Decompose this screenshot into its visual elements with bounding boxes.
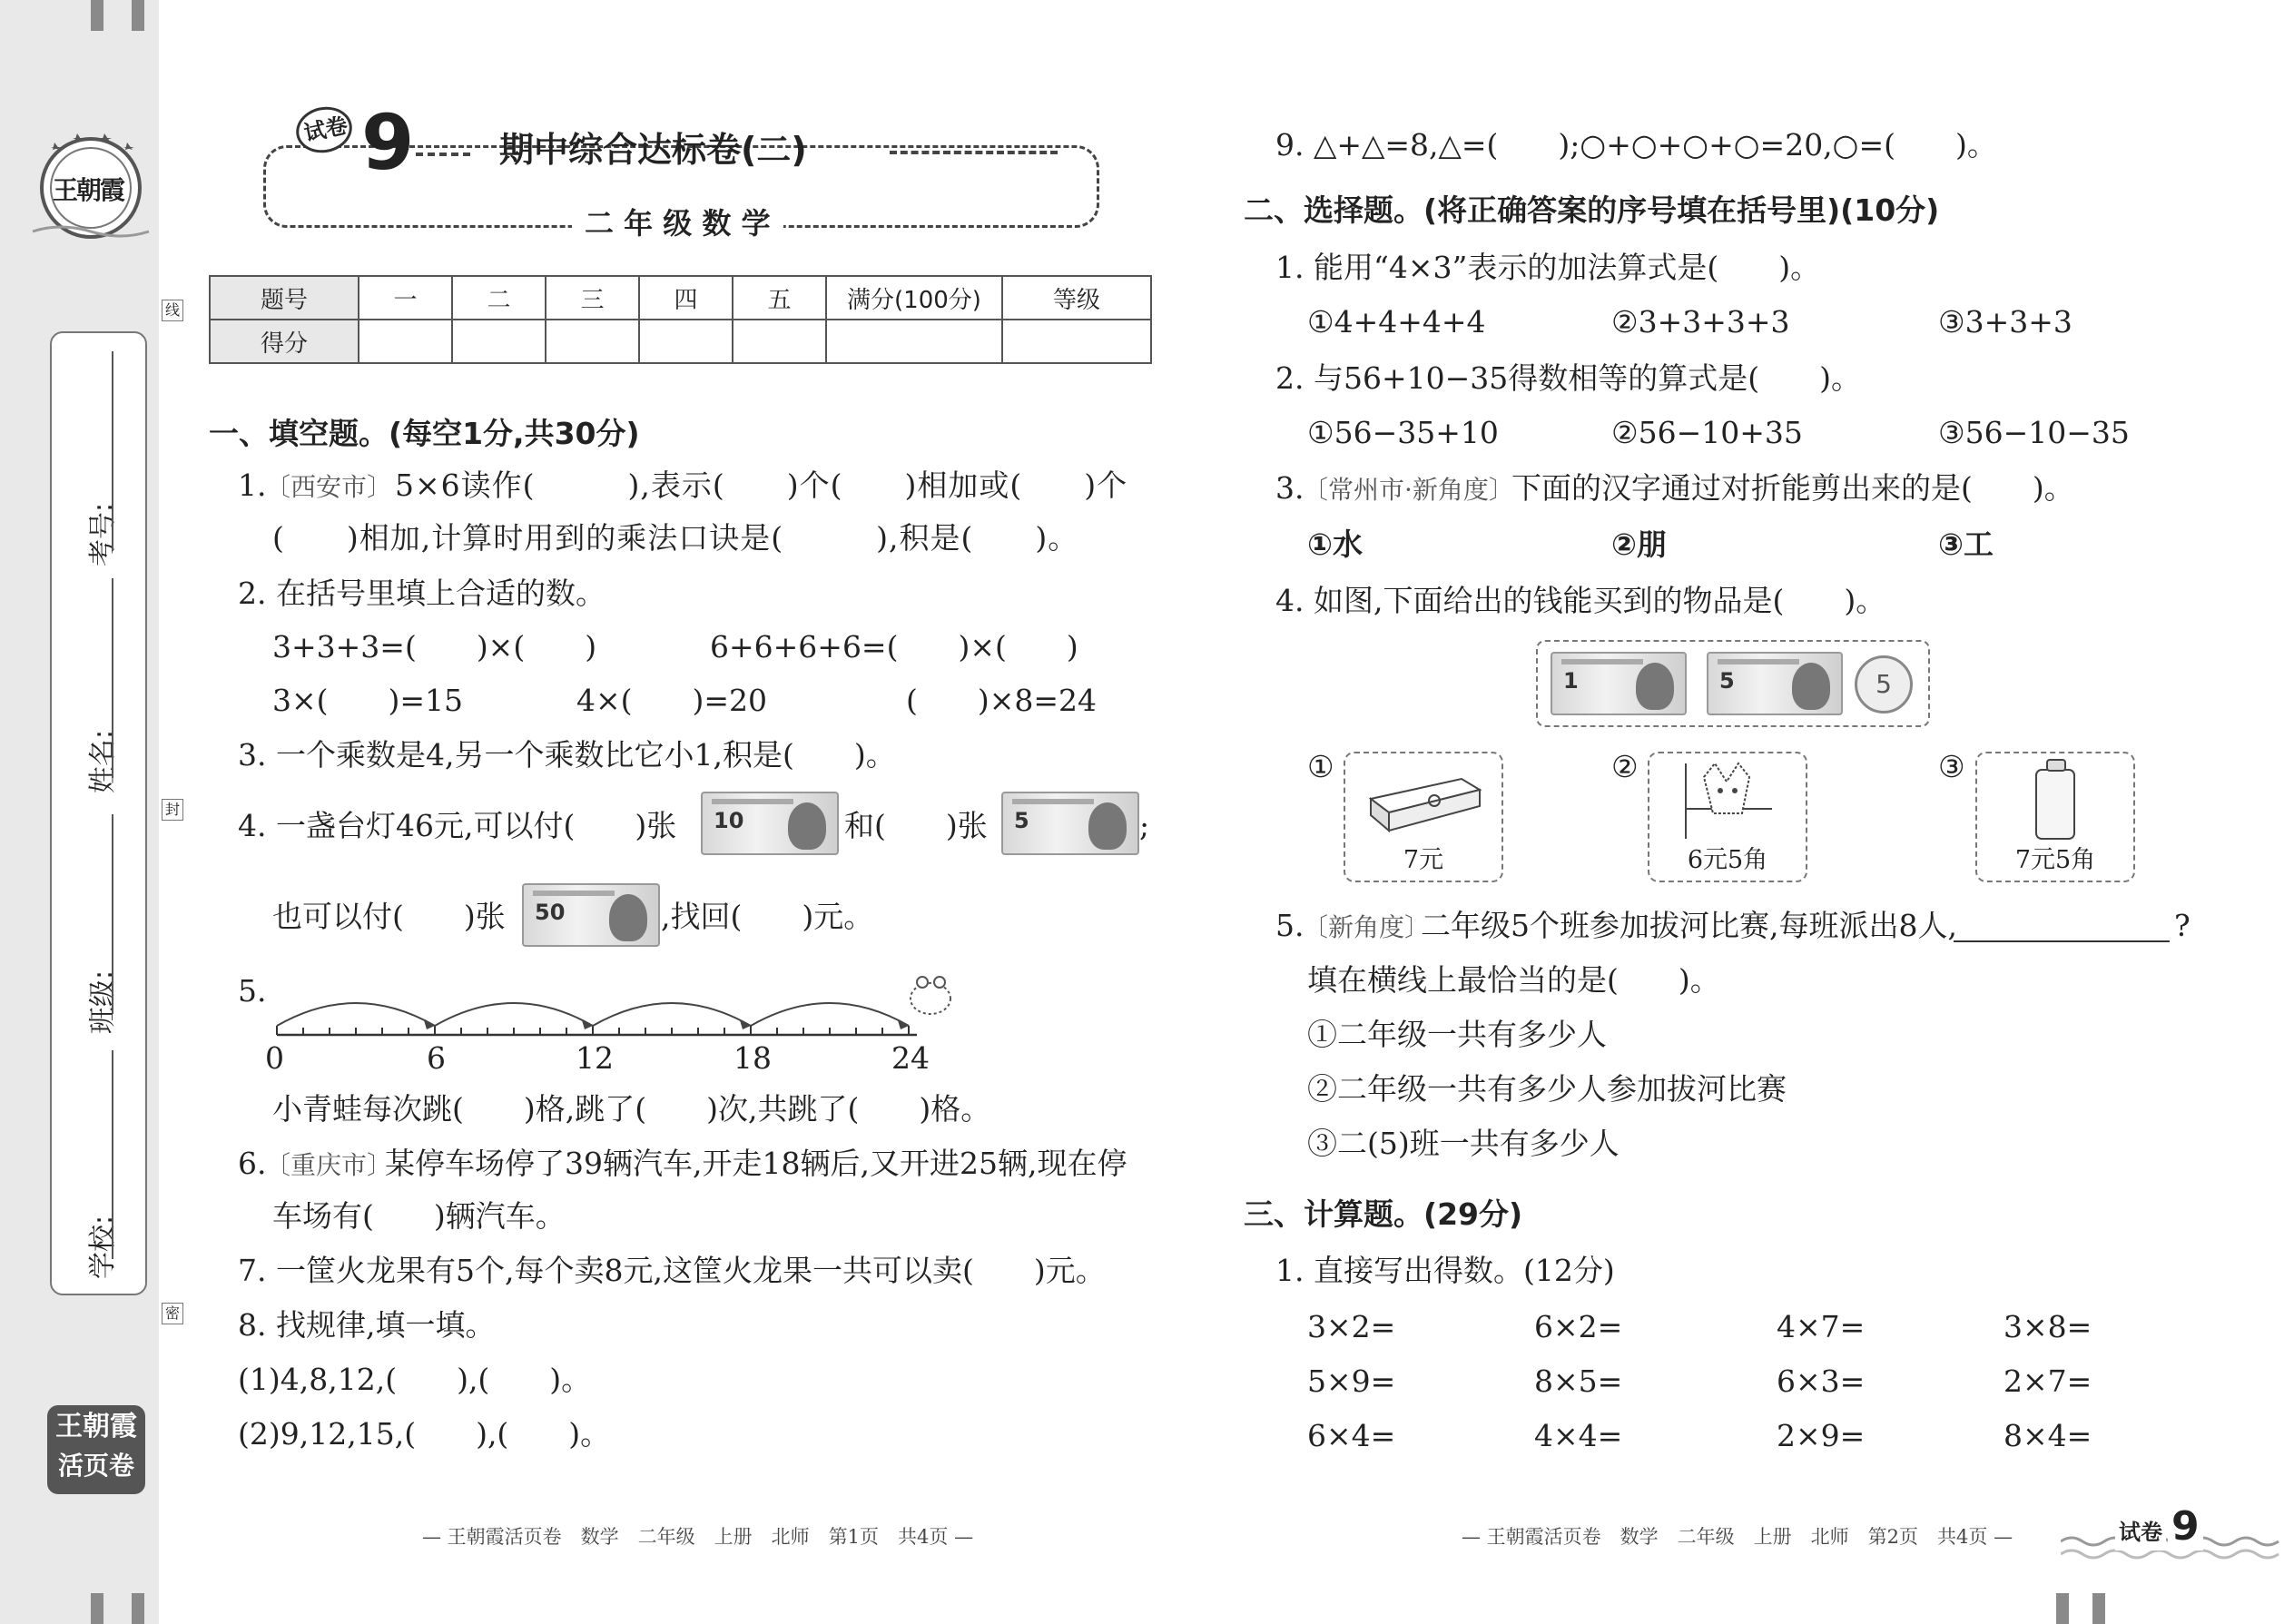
question-2b: 6+6+6+6=( )×( )	[710, 629, 1078, 664]
number-line-label: 12	[576, 1040, 614, 1076]
toy-fox-icon	[1677, 759, 1778, 842]
number-line-label: 24	[891, 1040, 930, 1076]
choice-option[interactable]: ②56−10+35	[1611, 415, 1803, 450]
banknote-10-yuan	[701, 792, 839, 855]
banknote-portrait	[1088, 802, 1127, 850]
question-mark: ?	[2174, 908, 2191, 943]
choice-option[interactable]: ②二年级一共有多少人参加拔河比赛	[1307, 1071, 1787, 1107]
binding-margin	[0, 0, 180, 1624]
product-card-toy[interactable]	[1648, 752, 1807, 882]
section-2-heading: 二、选择题。(将正确答案的序号填在括号里)(10分)	[1244, 192, 1940, 228]
product-price: 7元	[1403, 846, 1444, 874]
question-7: 7. 一筐火龙果有5个,每个卖8元,这筐火龙果一共可以卖( )元。	[238, 1253, 1106, 1288]
page-subtitle: 二 年 级 数 学	[572, 205, 783, 241]
banknote-denomination: 5	[1014, 808, 1029, 833]
banknote-stripe	[1718, 659, 1799, 664]
banknote-stripe	[712, 799, 793, 804]
calc-item: 4×7=	[1777, 1309, 1866, 1344]
section-1-heading: 一、填空题。(每空1分,共30分)	[209, 416, 640, 451]
badge-line2: 活页卷	[57, 1451, 134, 1481]
banknote-1-yuan	[1551, 652, 1687, 715]
question-source-tag: 〔新角度〕	[1303, 912, 1431, 942]
calc-item: 2×7=	[2004, 1363, 2092, 1399]
number-line-diagram	[263, 962, 980, 1062]
calc-item: 6×4=	[1307, 1418, 1396, 1453]
registration-mark	[132, 1593, 144, 1624]
question-number: 3.	[1275, 470, 1305, 506]
product-price: 6元5角	[1687, 846, 1768, 874]
choice-question-3: 下面的汉字通过对折能剪出来的是( )。	[1511, 470, 2074, 506]
banknote-denomination: 50	[535, 900, 566, 925]
question-number: 5.	[1275, 908, 1305, 943]
choice-option[interactable]: ①56−35+10	[1307, 415, 1499, 450]
choice-question-4: 4. 如图,下面给出的钱能买到的物品是( )。	[1275, 583, 1886, 618]
banknote-stripe	[1561, 659, 1643, 664]
calc-item: 6×2=	[1534, 1309, 1623, 1344]
page-title: 期中综合达标卷(二)	[499, 130, 807, 170]
banknote-denomination: 1	[1563, 668, 1579, 694]
student-info-box	[50, 331, 147, 1295]
score-cell[interactable]	[639, 320, 733, 363]
question-source-tag: 〔重庆市〕	[265, 1150, 393, 1180]
paper-number: 9	[361, 98, 415, 187]
question-source-tag: 〔常州市·新角度〕	[1303, 475, 1514, 505]
choice-option[interactable]: ①水	[1307, 527, 1363, 562]
score-cell[interactable]	[359, 320, 452, 363]
question-8: 8. 找规律,填一填。	[238, 1307, 496, 1343]
calc-item: 3×8=	[2004, 1309, 2092, 1344]
choice-option[interactable]: ③二(5)班一共有多少人	[1307, 1126, 1620, 1161]
banknote-denomination: 10	[714, 808, 744, 833]
table-header-cell: 一	[359, 276, 452, 320]
question-9: 9. △+△=8,△=( );○+○+○+○=20,○=( )。	[1275, 127, 1997, 162]
choice-question-2: 2. 与56+10−35得数相等的算式是( )。	[1275, 360, 1861, 396]
score-cell[interactable]	[546, 320, 639, 363]
left-page-footer: — 王朝霞活页卷 数学 二年级 上册 北师 第1页 共4页 —	[422, 1526, 974, 1548]
table-header-cell: 五	[733, 276, 826, 320]
registration-mark	[132, 0, 144, 31]
question-2: 2. 在括号里填上合适的数。	[238, 576, 605, 611]
choice-option[interactable]: ③56−10−35	[1938, 415, 2130, 450]
question-4-part2: 和( )张	[844, 808, 988, 843]
brand-badge	[47, 1405, 145, 1494]
calc-item: 4×4=	[1534, 1418, 1623, 1453]
product-price: 7元5角	[2014, 846, 2096, 874]
banknote-denomination: 5	[1719, 668, 1735, 694]
question-2a: 3+3+3=( )×( )	[272, 629, 597, 664]
question-4-part4: ,找回( )元。	[661, 899, 874, 934]
question-number: 1.	[238, 468, 267, 503]
question-3: 3. 一个乘数是4,另一个乘数比它小1,积是( )。	[238, 737, 896, 773]
right-page-footer: — 王朝霞活页卷 数学 二年级 上册 北师 第2页 共4页 —	[1462, 1526, 2013, 1548]
question-1-line2: ( )相加,计算时用到的乘法口诀是( ),积是( )。	[272, 520, 1079, 556]
registration-mark	[2092, 1593, 2105, 1624]
score-cell[interactable]	[1002, 320, 1151, 363]
coin-5-jiao: 5	[1855, 655, 1913, 714]
seal-mark: 线	[162, 300, 183, 321]
banknote-portrait	[788, 802, 826, 850]
question-6-line2: 车场有( )辆汽车。	[272, 1198, 566, 1234]
number-line-label: 6	[427, 1040, 446, 1076]
score-table	[209, 275, 1152, 364]
question-8-1: (1)4,8,12,( ),( )。	[238, 1362, 592, 1397]
choice-option[interactable]: ②朋	[1611, 527, 1667, 562]
exam-number-label: 考号:	[87, 502, 120, 567]
class-field[interactable]	[112, 814, 113, 1014]
choice-question-1: 1. 能用“4×3”表示的加法算式是( )。	[1275, 250, 1821, 285]
pencil-box-icon	[1362, 763, 1485, 840]
calc-item: 8×5=	[1534, 1363, 1623, 1399]
banknote-5-yuan	[1707, 652, 1843, 715]
dash-rule	[890, 151, 1058, 154]
question-5-text: 小青蛙每次跳( )格,跳了( )次,共跳了( )格。	[272, 1091, 991, 1127]
name-label: 姓名:	[87, 729, 120, 794]
choice-option[interactable]: ①4+4+4+4	[1307, 304, 1486, 340]
banknote-5-yuan	[1001, 792, 1139, 855]
table-row	[210, 276, 1151, 320]
question-4-part1: 4. 一盏台灯46元,可以付( )张	[238, 808, 677, 843]
answer-blank-line[interactable]	[1954, 940, 2170, 942]
banknote-50-yuan	[522, 883, 660, 947]
product-card-cup[interactable]	[1975, 752, 2135, 882]
question-2d: 4×( )=20	[576, 683, 768, 718]
paper-tag: 试卷	[301, 112, 350, 147]
choice-question-5: 二年级5个班参加拔河比赛,每班派出8人,	[1421, 908, 1957, 943]
table-header-cell: 二	[452, 276, 546, 320]
question-8-2: (2)9,12,15,( ),( )。	[238, 1416, 611, 1452]
calc-item: 3×2=	[1307, 1309, 1396, 1344]
registration-mark	[91, 1593, 103, 1624]
score-row-label: 得分	[210, 320, 359, 363]
exam-number-field[interactable]	[112, 351, 113, 551]
water-cup-icon	[2027, 757, 2083, 842]
school-label: 学校:	[87, 1215, 120, 1280]
table-header-cell: 四	[639, 276, 733, 320]
item-marker: ③	[1938, 749, 1965, 784]
section-3-heading: 三、计算题。(29分)	[1244, 1196, 1523, 1232]
seal-mark: 密	[162, 1303, 183, 1324]
number-line-label: 18	[733, 1040, 772, 1076]
question-6-line1: 某停车场停了39辆汽车,开走18辆后,又开进25辆,现在停	[385, 1146, 1127, 1181]
question-number: 6.	[238, 1146, 267, 1181]
table-header-cell: 题号	[210, 276, 359, 320]
table-header-cell: 等级	[1002, 276, 1151, 320]
question-4-semicolon: ;	[1139, 808, 1150, 843]
table-header-cell: 满分(100分)	[826, 276, 1002, 320]
table-header-cell: 三	[546, 276, 639, 320]
question-number: 5.	[238, 973, 267, 1009]
item-marker: ①	[1307, 749, 1334, 784]
question-source-tag: 〔西安市〕	[265, 472, 393, 502]
score-cell[interactable]	[452, 320, 546, 363]
badge-line1: 王朝霞	[55, 1411, 137, 1442]
choice-option[interactable]: ③工	[1938, 527, 1994, 562]
number-line-label: 0	[265, 1040, 284, 1076]
table-row	[210, 320, 1151, 363]
score-cell[interactable]	[826, 320, 1002, 363]
choice-option[interactable]: ②3+3+3+3	[1611, 304, 1790, 340]
calc-question-1: 1. 直接写出得数。(12分)	[1275, 1253, 1615, 1288]
score-cell[interactable]	[733, 320, 826, 363]
corner-paper-number: 9	[2168, 1503, 2203, 1550]
banknote-portrait	[609, 894, 647, 941]
choice-question-5b: 填在横线上最恰当的是( )。	[1307, 962, 1720, 998]
question-4-part3: 也可以付( )张	[272, 899, 506, 934]
product-card-pencil-box[interactable]	[1344, 752, 1503, 882]
frog-icon	[911, 977, 950, 1014]
registration-mark	[91, 0, 103, 31]
seal-mark: 封	[162, 799, 183, 821]
banknote-stripe	[1012, 799, 1094, 804]
class-label: 班级:	[87, 969, 120, 1035]
dash-rule	[416, 153, 470, 156]
banknote-stripe	[533, 891, 615, 896]
choice-option[interactable]: ①二年级一共有多少人	[1307, 1017, 1607, 1052]
logo-text: 王朝霞	[53, 175, 124, 205]
corner-paper-tag: 试卷	[2115, 1514, 2166, 1550]
calc-item: 8×4=	[2004, 1418, 2092, 1453]
registration-mark	[2056, 1593, 2069, 1624]
question-2c: 3×( )=15	[272, 683, 464, 718]
banknote-portrait	[1792, 663, 1830, 710]
banknote-portrait	[1636, 663, 1674, 710]
question-1-line1: 5×6读作( ),表示( )个( )相加或( )个	[395, 468, 1128, 503]
question-2e: ( )×8=24	[906, 683, 1098, 718]
name-field[interactable]	[112, 578, 113, 778]
choice-option[interactable]: ③3+3+3	[1938, 304, 2072, 340]
item-marker: ②	[1611, 749, 1639, 784]
calc-item: 2×9=	[1777, 1418, 1866, 1453]
school-field[interactable]	[112, 1050, 113, 1259]
calc-item: 5×9=	[1307, 1363, 1396, 1399]
calc-item: 6×3=	[1777, 1363, 1866, 1399]
